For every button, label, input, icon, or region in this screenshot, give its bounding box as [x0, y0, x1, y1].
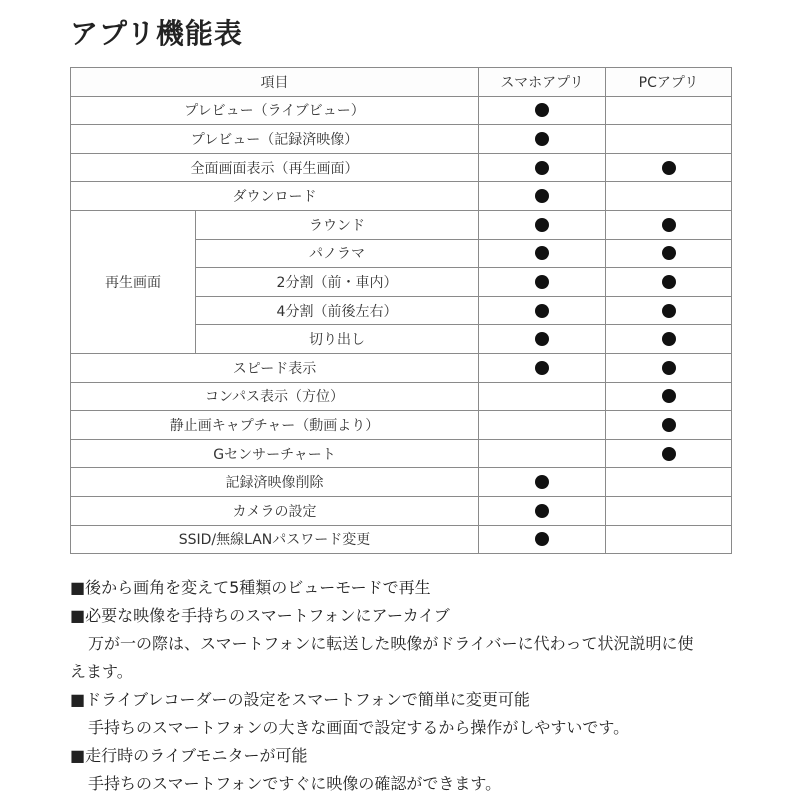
row-label: Gセンサーチャート [71, 439, 479, 468]
check-dot-icon [535, 161, 549, 175]
check-dot-icon [662, 218, 676, 232]
pc-cell [606, 268, 732, 297]
smartphone-cell [479, 496, 606, 525]
row-label: 記録済映像削除 [71, 468, 479, 497]
table-row [71, 525, 732, 554]
smartphone-cell [479, 382, 606, 411]
row-label: 全面画面表示（再生画面） [71, 153, 479, 182]
check-dot-icon [662, 418, 676, 432]
table-row [71, 210, 732, 239]
smartphone-cell [479, 96, 606, 125]
group-label-playback: 再生画面 [71, 210, 196, 353]
pc-cell [606, 125, 732, 154]
note-body: 手持ちのスマートフォンですぐに映像の確認ができます。 [88, 774, 502, 793]
check-dot-icon [662, 275, 676, 289]
table-row [71, 382, 732, 411]
check-dot-icon [662, 361, 676, 375]
note-heading: ■走行時のライブモニターが可能 [70, 746, 308, 765]
check-dot-icon [535, 218, 549, 232]
check-dot-icon [535, 189, 549, 203]
smartphone-cell [479, 268, 606, 297]
table-row [71, 353, 732, 382]
note-body: 万が一の際は、スマートフォンに転送した映像がドライバーに代わって状況説明に使 [88, 634, 694, 653]
smartphone-cell [479, 468, 606, 497]
pc-cell [606, 296, 732, 325]
check-dot-icon [535, 332, 549, 346]
smartphone-cell [479, 153, 606, 182]
note-heading: ■後から画角を変えて5種類のビューモードで再生 [70, 578, 431, 597]
feature-notes [70, 574, 770, 798]
pc-cell [606, 239, 732, 268]
check-dot-icon [662, 246, 676, 260]
check-dot-icon [662, 332, 676, 346]
header-smartphone-app: スマホアプリ [479, 68, 606, 97]
smartphone-cell [479, 411, 606, 440]
pc-cell [606, 325, 732, 354]
check-dot-icon [535, 275, 549, 289]
check-dot-icon [535, 304, 549, 318]
row-label: パノラマ [196, 239, 479, 268]
row-label: 2分割（前・車内） [196, 268, 479, 297]
smartphone-cell [479, 325, 606, 354]
pc-cell [606, 153, 732, 182]
smartphone-cell [479, 239, 606, 268]
pc-cell [606, 182, 732, 211]
row-label: ラウンド [196, 210, 479, 239]
pc-cell [606, 411, 732, 440]
row-label: プレビュー（ライブビュー） [71, 96, 479, 125]
table-row [71, 496, 732, 525]
row-label: 4分割（前後左右） [196, 296, 479, 325]
check-dot-icon [662, 447, 676, 461]
check-dot-icon [662, 389, 676, 403]
row-label: SSID/無線LANパスワード変更 [71, 525, 479, 554]
pc-cell [606, 496, 732, 525]
row-label: プレビュー（記録済映像） [71, 125, 479, 154]
note-body: えます。 [70, 662, 133, 681]
table-header-row [71, 68, 732, 97]
table-row [71, 182, 732, 211]
check-dot-icon [535, 103, 549, 117]
check-dot-icon [535, 504, 549, 518]
row-label: コンパス表示（方位） [71, 382, 479, 411]
row-label: カメラの設定 [71, 496, 479, 525]
feature-table [70, 67, 732, 554]
check-dot-icon [535, 361, 549, 375]
row-label: ダウンロード [71, 182, 479, 211]
row-label: 切り出し [196, 325, 479, 354]
check-dot-icon [535, 475, 549, 489]
row-label: スピード表示 [71, 353, 479, 382]
pc-cell [606, 210, 732, 239]
smartphone-cell [479, 296, 606, 325]
pc-cell [606, 525, 732, 554]
check-dot-icon [535, 132, 549, 146]
header-item: 項目 [71, 68, 479, 97]
smartphone-cell [479, 125, 606, 154]
smartphone-cell [479, 210, 606, 239]
smartphone-cell [479, 439, 606, 468]
smartphone-cell [479, 182, 606, 211]
pc-cell [606, 468, 732, 497]
table-row [71, 468, 732, 497]
page-title: アプリ機能表 [70, 17, 243, 50]
pc-cell [606, 353, 732, 382]
table-row [71, 96, 732, 125]
header-pc-app: PCアプリ [606, 68, 732, 97]
check-dot-icon [662, 161, 676, 175]
note-heading: ■ドライブレコーダーの設定をスマートフォンで簡単に変更可能 [70, 690, 530, 709]
pc-cell [606, 96, 732, 125]
table-row [71, 153, 732, 182]
table-row [71, 125, 732, 154]
check-dot-icon [535, 246, 549, 260]
check-dot-icon [535, 532, 549, 546]
note-body: 手持ちのスマートフォンの大きな画面で設定するから操作がしやすいです。 [88, 718, 630, 737]
smartphone-cell [479, 353, 606, 382]
check-dot-icon [662, 304, 676, 318]
smartphone-cell [479, 525, 606, 554]
table-row [71, 439, 732, 468]
row-label: 静止画キャプチャー（動画より） [71, 411, 479, 440]
note-heading: ■必要な映像を手持ちのスマートフォンにアーカイブ [70, 606, 450, 625]
pc-cell [606, 382, 732, 411]
pc-cell [606, 439, 732, 468]
table-row [71, 411, 732, 440]
